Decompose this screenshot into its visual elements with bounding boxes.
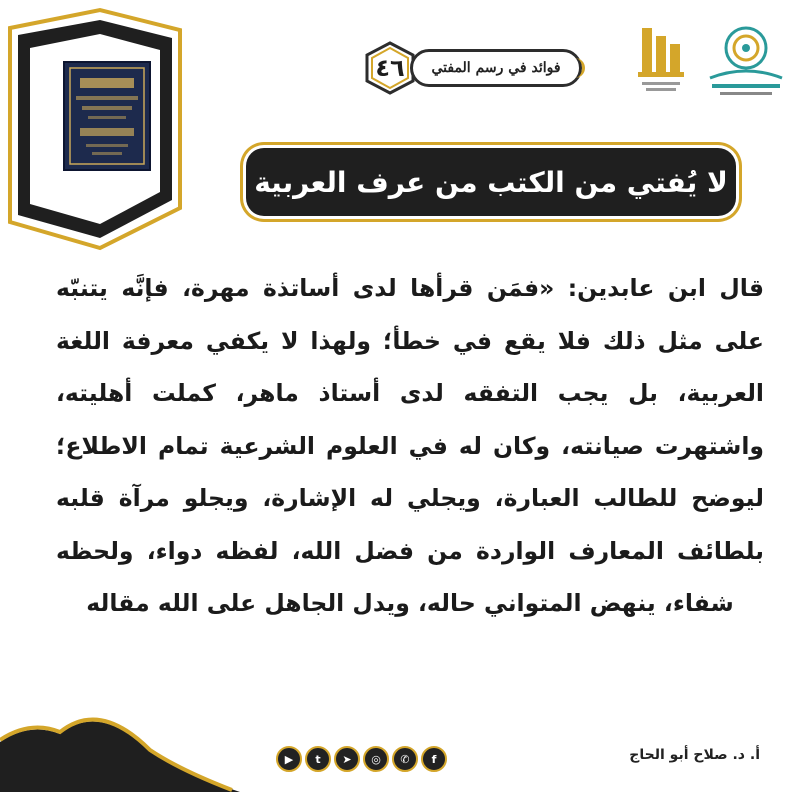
series-name: فوائد في رسم المفتي [410, 49, 582, 87]
book-cover-frame [0, 0, 190, 260]
youtube-icon[interactable]: ▶ [276, 746, 302, 772]
whatsapp-icon[interactable]: ✆ [392, 746, 418, 772]
social-links [276, 746, 447, 772]
author-name: أ. د. صلاح أبو الحاج [629, 747, 760, 763]
series-label [362, 40, 584, 96]
post-title: لا يُفتي من الكتب من عرف العربية [246, 148, 736, 216]
book-hexagon [0, 0, 190, 260]
quote-text: قال ابن عابدين: «فمَن قرأها لدى أساتذة مهرة، فإنَّه يتنبّه على مثل ذلك فلا يقع في خطأ؛ ولهذا لا يكفي معرفة اللغة العربية، بل يجب التفقه لدى أستاذ ماهر، كملت أهليته، واشتهرت صيانته، وكان له في العلوم الشرعية تمام الاطلاع؛ ليوضح للطالب العبارة، ويجلي له الإشارة، ويجلو مرآة قلبه بلطائف المعارف الواردة من فضل الله، لفظه دواء، ولحظه شفاء، ينهض المتواني حاله، ويدل الجاهل على الله مقاله [56, 274, 764, 617]
facebook-icon[interactable]: f [421, 746, 447, 772]
series-number: ٤٦ [375, 54, 405, 82]
twitter-icon[interactable]: t [305, 746, 331, 772]
decorative-mountains [0, 682, 240, 792]
telegram-icon[interactable]: ➤ [334, 746, 360, 772]
academy-logo [700, 20, 792, 100]
instagram-icon[interactable]: ◎ [363, 746, 389, 772]
institute-logo [632, 20, 690, 100]
